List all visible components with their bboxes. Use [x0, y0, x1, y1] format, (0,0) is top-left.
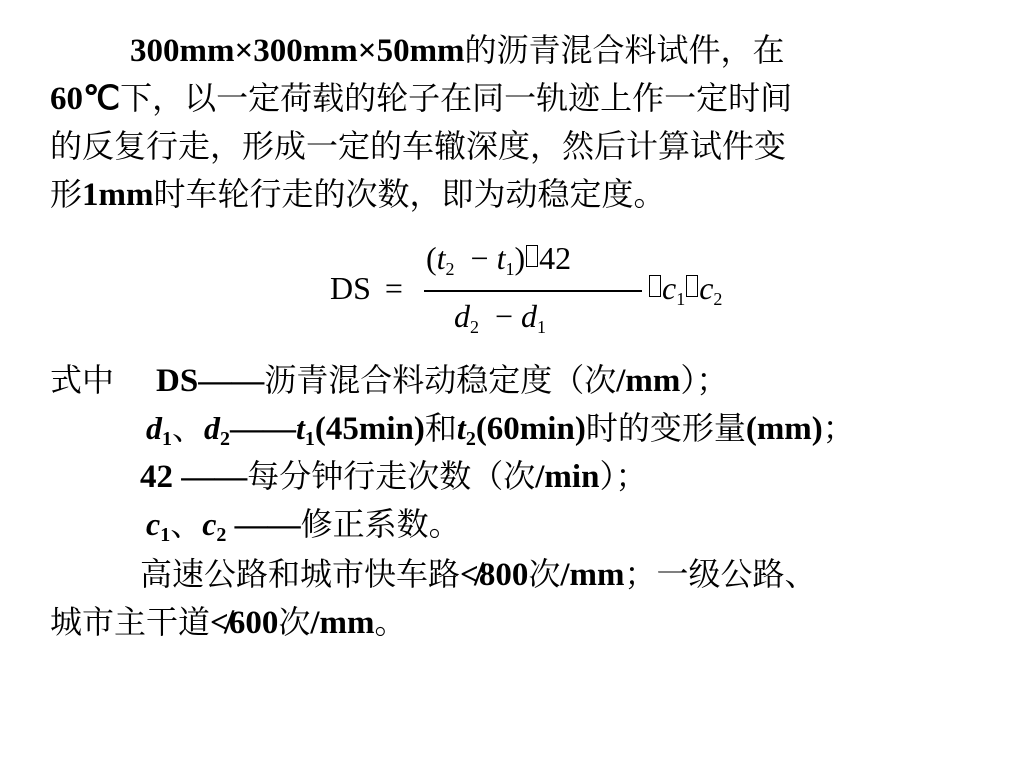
req1-unit-cn: 次: [528, 555, 561, 593]
def-d-sep: 、: [172, 409, 205, 447]
def-c-desc: 修正系数。: [300, 505, 461, 543]
def-c1: c: [146, 506, 161, 542]
multiply-box-icon: [649, 275, 661, 297]
def-42-term: 42 ——: [140, 459, 248, 495]
intro-text-4b: 时车轮行走的次数，即为动稳定度。: [153, 175, 666, 213]
def-ds-term: DS——: [156, 363, 265, 399]
sub-t1: 1: [505, 259, 515, 279]
formula-lhs: [330, 270, 403, 307]
intro-text-4a: 形: [50, 175, 83, 213]
def-42-end: ）；: [599, 457, 648, 495]
intro-line-4: [50, 170, 970, 218]
formula-numerator: [426, 240, 571, 280]
def-d-desc: 时的变形量: [585, 409, 746, 447]
req2-unit-cn: 次: [278, 603, 311, 641]
def-c-dash: ——: [226, 507, 301, 543]
def-d-unit: (mm): [745, 411, 823, 447]
var-t1: t: [496, 240, 506, 276]
formula-coefficients: [648, 270, 722, 310]
intro-paragraph: [50, 26, 970, 218]
def-t1-sub: 1: [304, 428, 315, 450]
def-c2: c: [202, 506, 217, 542]
fraction-bar: [424, 290, 642, 292]
def-42-desc: 每分钟行走次数（次: [247, 457, 536, 495]
formula-ds: DS: [330, 270, 371, 306]
def-intro: 式中: [50, 361, 115, 399]
def-ds-end: ）；: [680, 361, 729, 399]
var-c1: c: [662, 270, 677, 306]
req1-text: 高速公路和城市快车路: [140, 555, 461, 593]
def-t2: t: [456, 410, 466, 446]
minus-sign-den: −: [495, 298, 514, 334]
def-d-end: ；: [822, 409, 855, 447]
minus-sign: −: [470, 240, 489, 276]
sub-d1: 1: [537, 317, 547, 337]
multiply-box-icon: [686, 275, 698, 297]
specimen-size: 300mm×300mm×50mm: [130, 33, 465, 69]
req1-rest: ；一级公路、: [624, 555, 817, 593]
multiply-box-icon: [526, 245, 538, 267]
formula-equals: =: [384, 270, 403, 306]
def-t2-val: (60min): [475, 411, 586, 447]
sub-c2: 2: [713, 289, 723, 309]
req2-text: 城市主干道: [50, 603, 211, 641]
req2-end: 。: [374, 603, 407, 641]
req-line-1: [140, 550, 817, 599]
sub-d2: 2: [470, 317, 479, 337]
def-42: [140, 452, 647, 501]
def-t2-sub: 2: [465, 428, 476, 450]
def-c1-sub: 1: [160, 524, 171, 546]
var-t2: t: [436, 240, 446, 276]
var-d1: d: [521, 298, 538, 334]
def-d1-sub: 1: [162, 428, 172, 450]
def-t1-val: (45min): [314, 411, 425, 447]
def-c-sep: 、: [170, 505, 203, 543]
intro-text-1: 的沥青混合料试件，在: [464, 31, 785, 69]
var-c2: c: [699, 270, 714, 306]
paren-close: ): [514, 240, 526, 276]
intro-line-2: [50, 74, 970, 122]
def-c2-sub: 2: [216, 524, 227, 546]
req2-unit: /mm: [310, 605, 375, 641]
const-42: 42: [539, 240, 572, 276]
def-d1: d: [146, 410, 162, 446]
sub-c1: 1: [676, 289, 686, 309]
paren-open: (: [426, 240, 437, 276]
temperature: 60℃: [50, 81, 121, 117]
req2-value: ≮600: [210, 605, 279, 641]
def-d2: d: [204, 410, 221, 446]
def-d2-sub: 2: [220, 428, 231, 450]
req1-value: ≮800: [460, 557, 529, 593]
def-t1: t: [296, 410, 305, 446]
var-d2: d: [454, 298, 470, 334]
req1-unit: /mm: [560, 557, 625, 593]
intro-line-1: [50, 26, 970, 74]
def-d-dash: ——: [230, 411, 297, 447]
deformation-value: 1mm: [82, 177, 154, 213]
intro-text-2: 下，以一定荷载的轮子在同一轨迹上作一定时间: [120, 79, 793, 117]
req-line-2: [50, 598, 407, 647]
def-ds: [50, 356, 728, 405]
formula-denominator: [454, 298, 546, 338]
sub-t2: 2: [445, 259, 455, 279]
def-42-unit: /min: [535, 459, 600, 495]
def-and: 和: [424, 409, 457, 447]
def-ds-unit: /mm: [616, 363, 681, 399]
intro-line-3: [50, 122, 970, 170]
ds-formula: [330, 240, 730, 350]
intro-text-3: 的反复行走，形成一定的车辙深度，然后计算试件变: [50, 127, 787, 165]
def-ds-desc: 沥青混合料动稳定度（次: [264, 361, 617, 399]
